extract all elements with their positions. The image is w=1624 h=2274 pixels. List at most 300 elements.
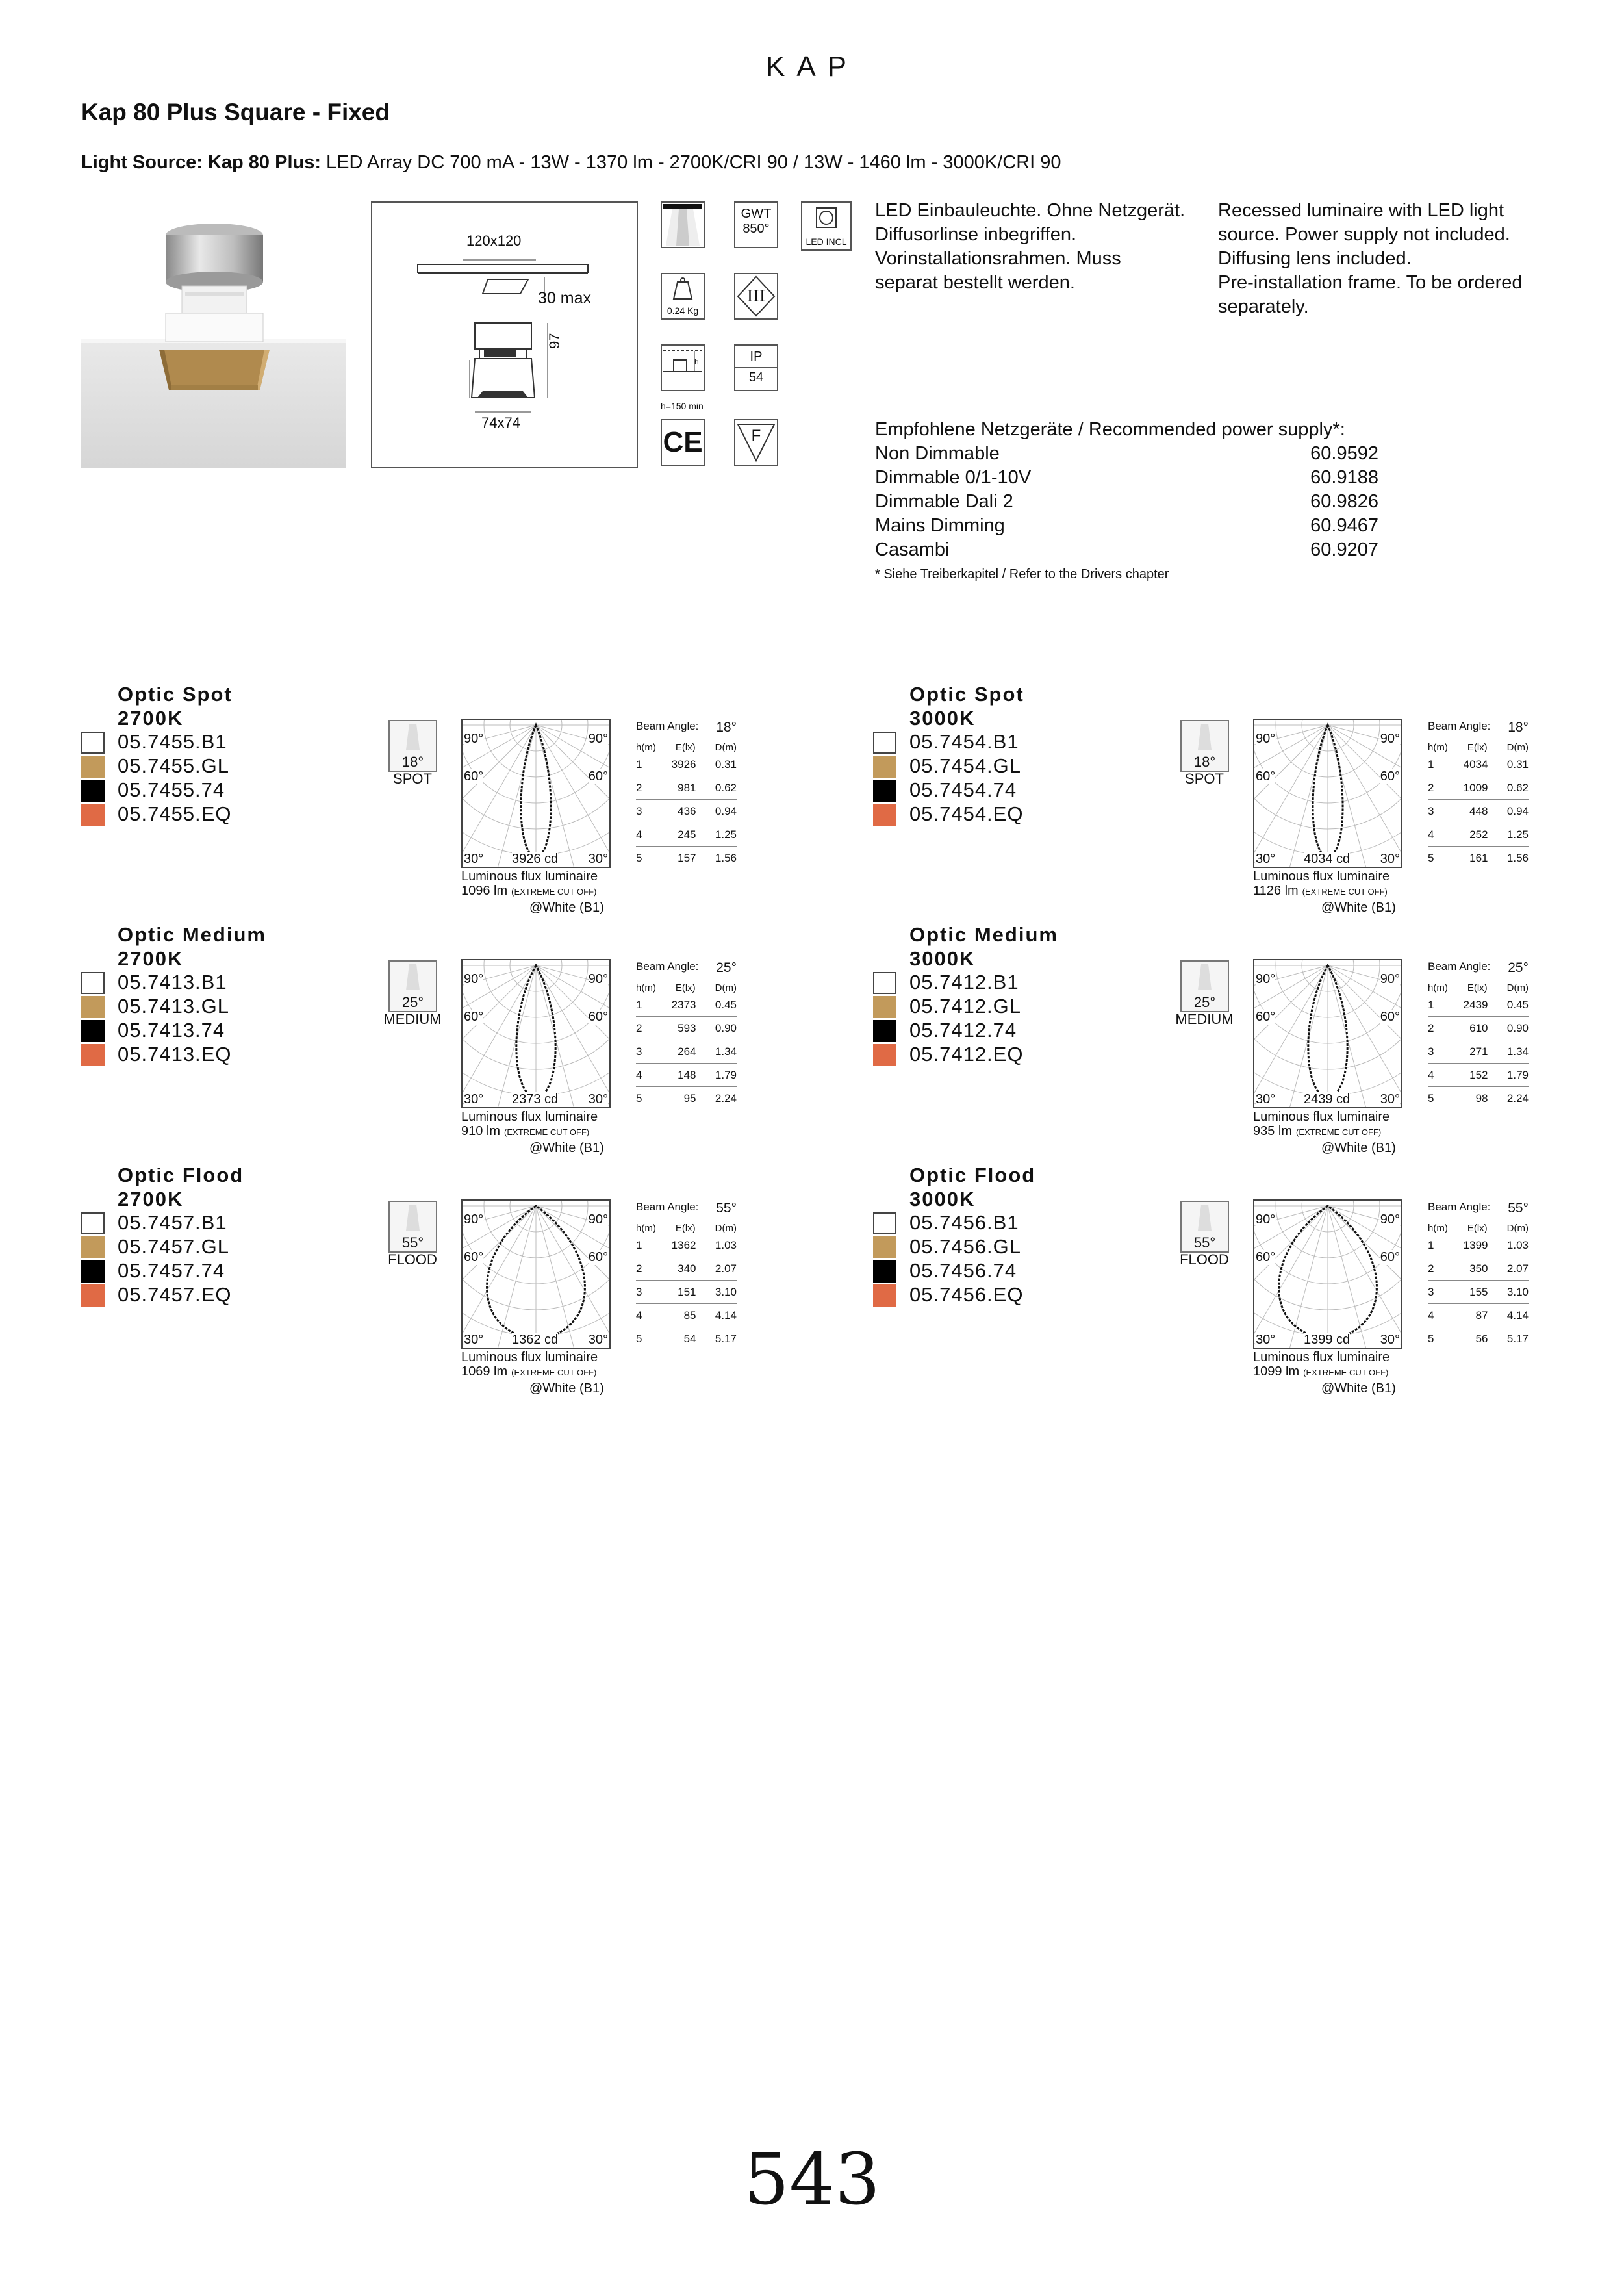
illuminance-table [1428, 720, 1529, 869]
beam-angle-value: 18° [1508, 720, 1529, 735]
finish-swatch [873, 972, 896, 994]
variant-row [873, 971, 1087, 995]
illuminance-table [1428, 960, 1529, 1110]
col-height: h(m) [1428, 982, 1448, 993]
table-row [1428, 1040, 1529, 1064]
finish-swatch [81, 1020, 105, 1042]
description-line: Diffusing lens included. [1218, 248, 1412, 269]
cell-illuminance: 56 [1475, 1333, 1488, 1345]
table-row [636, 1327, 737, 1350]
peak-intensity: 3926 cd [512, 852, 559, 866]
page-number: 543 [744, 2138, 880, 2221]
variant-row [873, 1259, 1087, 1283]
polar-angle-label: 90° [464, 972, 484, 986]
cell-height: 5 [636, 852, 642, 864]
table-row [1428, 1257, 1529, 1281]
variant-row [81, 1259, 296, 1283]
peak-intensity: 1399 cd [1304, 1333, 1351, 1347]
description-line: LED Einbauleuchte. Ohne Netzgerät. [875, 200, 1186, 221]
luminous-flux-block [461, 1110, 598, 1140]
section-title [118, 1163, 244, 1211]
peak-intensity: 2373 cd [512, 1092, 559, 1106]
luminous-flux-value: 935 lm [1253, 1124, 1293, 1138]
finish-swatch [81, 996, 105, 1018]
peak-intensity: 1362 cd [512, 1333, 559, 1347]
section-title-optic: Optic Medium [118, 923, 266, 946]
col-diameter: D(m) [715, 982, 737, 993]
table-row [636, 1304, 737, 1327]
f-mark-label: F [751, 427, 761, 444]
article-code: 05.7455.74 [118, 778, 225, 801]
cell-illuminance: 4034 [1463, 758, 1488, 771]
cell-diameter: 2.07 [715, 1262, 737, 1275]
cut-off-label: (EXTREME CUT OFF) [1296, 1127, 1382, 1137]
cell-illuminance: 252 [1469, 828, 1488, 841]
polar-angle-label: 30° [1256, 1092, 1276, 1106]
f-mark-icon [734, 419, 778, 466]
beam-angle-degree: 25° [1193, 994, 1216, 1010]
cell-illuminance: 271 [1469, 1045, 1488, 1058]
polar-angle-label: 60° [588, 1250, 608, 1264]
illuminance-table [636, 1201, 737, 1350]
description-line: separately. [1218, 296, 1309, 317]
optic-section [81, 923, 815, 1163]
cell-height: 3 [1428, 805, 1434, 817]
finish-swatch [873, 1284, 896, 1307]
cell-height: 1 [1428, 1239, 1434, 1251]
optic-section [873, 682, 1607, 923]
finish-swatch [81, 1236, 105, 1258]
luminous-flux-value: 1069 lm [461, 1364, 508, 1379]
cut-off-label: (EXTREME CUT OFF) [1302, 887, 1388, 897]
cell-illuminance: 87 [1475, 1309, 1488, 1322]
cell-height: 4 [1428, 1309, 1434, 1322]
cell-illuminance: 157 [678, 852, 696, 864]
description-line: Pre-installation frame. To be ordered [1218, 272, 1523, 293]
driver-code: 60.9592 [1310, 443, 1378, 464]
illuminance-table [636, 720, 737, 869]
cell-diameter: 0.45 [715, 999, 737, 1011]
white-finish-note: @White (B1) [1321, 1141, 1396, 1155]
cell-height: 4 [636, 828, 642, 841]
cell-diameter: 4.14 [1506, 1309, 1529, 1322]
polar-angle-label: 90° [1256, 732, 1276, 746]
article-code: 05.7456.GL [909, 1235, 1022, 1258]
cell-illuminance: 54 [683, 1333, 696, 1345]
gwt-icon [734, 201, 778, 248]
finish-swatch [81, 756, 105, 778]
cell-diameter: 3.10 [715, 1286, 737, 1298]
table-row [1428, 1281, 1529, 1304]
cell-illuminance: 610 [1469, 1022, 1488, 1034]
article-code: 05.7412.EQ [909, 1043, 1024, 1066]
ce-mark-icon: CE [661, 419, 705, 466]
table-row [636, 993, 737, 1017]
table-row [1428, 847, 1529, 869]
col-diameter: D(m) [715, 742, 737, 753]
table-row [1428, 1017, 1529, 1040]
table-column-headers [1428, 742, 1529, 753]
dim-height: 97 [546, 333, 563, 349]
luminous-flux-label: Luminous flux luminaire [1253, 1110, 1390, 1124]
peak-intensity: 4034 cd [1304, 852, 1351, 866]
luminous-flux-line [1253, 1364, 1389, 1380]
col-height: h(m) [636, 742, 656, 753]
cell-diameter: 1.03 [1506, 1239, 1529, 1251]
cell-height: 5 [636, 1333, 642, 1345]
variant-row [873, 1283, 1087, 1307]
section-title [909, 923, 1058, 971]
section-title-cct: 2700K [118, 1188, 184, 1210]
cell-illuminance: 2373 [671, 999, 696, 1011]
table-row [1428, 1304, 1529, 1327]
polar-diagram [461, 1199, 611, 1349]
cell-illuminance: 151 [678, 1286, 696, 1298]
cell-diameter: 2.07 [1506, 1262, 1529, 1275]
polar-grid [1254, 720, 1401, 867]
finish-swatch [81, 972, 105, 994]
cell-diameter: 2.24 [715, 1092, 737, 1105]
cell-height: 2 [636, 1022, 642, 1034]
article-code: 05.7454.EQ [909, 802, 1024, 825]
cell-diameter: 0.94 [715, 805, 737, 817]
polar-angle-label: 60° [1256, 1250, 1276, 1264]
table-column-headers [636, 1223, 737, 1234]
dimension-drawing [371, 201, 638, 468]
ip-label: IP [735, 350, 777, 368]
beam-angle-degree: 55° [401, 1234, 424, 1251]
variant-row [873, 802, 1087, 826]
cell-height: 4 [636, 1309, 642, 1322]
finish-swatch [873, 1020, 896, 1042]
table-row [636, 1040, 737, 1064]
polar-angle-label: 30° [464, 852, 484, 866]
cell-diameter: 1.56 [1506, 852, 1529, 864]
clearance-h: h [694, 357, 699, 366]
driver-row [875, 442, 1378, 466]
cell-diameter: 0.62 [1506, 782, 1529, 794]
driver-name: Non Dimmable [875, 443, 1000, 464]
cell-illuminance: 1009 [1463, 782, 1488, 794]
luminous-flux-line [461, 884, 598, 899]
cell-diameter: 0.45 [1506, 999, 1529, 1011]
luminous-flux-block [461, 869, 598, 899]
luminous-flux-line [461, 1124, 598, 1140]
polar-angle-label: 60° [1380, 769, 1400, 784]
article-code: 05.7412.74 [909, 1019, 1017, 1041]
white-finish-note: @White (B1) [529, 901, 604, 915]
polar-angle-label: 30° [588, 852, 608, 866]
driver-code: 60.9207 [1310, 539, 1378, 560]
finish-swatch [873, 732, 896, 754]
cell-height: 2 [1428, 782, 1434, 794]
article-code: 05.7456.EQ [909, 1283, 1024, 1306]
variant-row [873, 1043, 1087, 1067]
beam-angle-label: Beam Angle: [636, 1201, 699, 1213]
finish-swatch [873, 756, 896, 778]
cell-illuminance: 85 [683, 1309, 696, 1322]
luminous-flux-line [1253, 884, 1389, 899]
polar-diagram [1253, 959, 1402, 1108]
illuminance-table [1428, 1201, 1529, 1350]
section-title-cct: 3000K [909, 707, 976, 730]
beam-angle-header [636, 1201, 737, 1216]
luminous-flux-value: 1126 lm [1253, 884, 1299, 898]
cell-illuminance: 1362 [671, 1239, 696, 1251]
polar-angle-label: 60° [1256, 1010, 1276, 1024]
optic-section [81, 1163, 815, 1403]
section-title-cct: 2700K [118, 947, 184, 970]
polar-grid [463, 960, 609, 1107]
cell-illuminance: 95 [683, 1092, 696, 1105]
beam-angle-label: Beam Angle: [1428, 960, 1491, 973]
article-code: 05.7413.B1 [118, 971, 227, 993]
optic-section [81, 682, 815, 923]
cell-diameter: 1.25 [715, 828, 737, 841]
beam-type-label: SPOT [1185, 771, 1224, 787]
polar-angle-label: 60° [464, 769, 484, 784]
cell-height: 3 [1428, 1045, 1434, 1058]
cell-height: 1 [1428, 758, 1434, 771]
table-column-headers [1428, 1223, 1529, 1234]
cell-illuminance: 1399 [1463, 1239, 1488, 1251]
polar-angle-label: 60° [464, 1250, 484, 1264]
variant-row [873, 1211, 1087, 1235]
beam-type-label: MEDIUM [383, 1011, 442, 1027]
polar-diagram [1253, 1199, 1402, 1349]
ip-value: 54 [748, 370, 764, 385]
cell-illuminance: 436 [678, 805, 696, 817]
cell-height: 2 [1428, 1262, 1434, 1275]
polar-angle-label: 90° [1380, 732, 1400, 746]
drivers-heading: Empfohlene Netzgeräte / Recommended power supply*: [875, 419, 1345, 440]
polar-angle-label: 90° [1256, 972, 1276, 986]
light-source-text: LED Array DC 700 mA - 13W - 1370 lm - 2700K/CRI 90 / 13W - 1460 lm - 3000K/CRI 90 [321, 152, 1061, 173]
variant-row [81, 778, 296, 802]
table-row [1428, 1087, 1529, 1110]
polar-angle-label: 60° [1380, 1250, 1400, 1264]
optic-section [873, 1163, 1607, 1403]
beam-type-label: SPOT [393, 771, 432, 787]
col-height: h(m) [1428, 742, 1448, 753]
luminous-flux-label: Luminous flux luminaire [461, 1350, 598, 1364]
article-code: 05.7457.B1 [118, 1211, 227, 1234]
article-code: 05.7456.74 [909, 1259, 1017, 1282]
driver-name: Casambi [875, 539, 950, 560]
cell-height: 5 [1428, 1092, 1434, 1105]
beam-angle-label: Beam Angle: [1428, 720, 1491, 732]
polar-diagram [461, 959, 611, 1108]
beam-angle-degree: 18° [1193, 754, 1216, 770]
cell-illuminance: 264 [678, 1045, 696, 1058]
variant-row [81, 1211, 296, 1235]
finish-swatch [873, 780, 896, 802]
cell-height: 3 [1428, 1286, 1434, 1298]
polar-grid [463, 720, 609, 867]
polar-angle-label: 90° [588, 972, 608, 986]
finish-swatch [81, 732, 105, 754]
polar-angle-label: 90° [464, 732, 484, 746]
weight-value: 0.24 Kg [666, 305, 699, 316]
polar-angle-label: 90° [1256, 1212, 1276, 1227]
polar-diagram [1253, 719, 1402, 868]
section-title [118, 682, 233, 730]
table-column-headers [636, 742, 737, 753]
cut-off-label: (EXTREME CUT OFF) [504, 1127, 590, 1137]
table-row [1428, 1327, 1529, 1350]
cut-off-label: (EXTREME CUT OFF) [1303, 1368, 1389, 1377]
variant-row [81, 1235, 296, 1259]
table-row [1428, 1064, 1529, 1087]
variant-row [81, 1043, 296, 1067]
article-code: 05.7457.74 [118, 1259, 225, 1282]
finish-swatch [81, 804, 105, 826]
article-code: 05.7413.74 [118, 1019, 225, 1041]
cell-diameter: 2.24 [1506, 1092, 1529, 1105]
cell-illuminance: 340 [678, 1262, 696, 1275]
drivers-list [875, 418, 1378, 562]
table-row [1428, 753, 1529, 776]
led-included-label: LED INCL [806, 236, 847, 247]
cell-diameter: 1.03 [715, 1239, 737, 1251]
finish-swatch [873, 1044, 896, 1066]
article-code: 05.7456.B1 [909, 1211, 1019, 1234]
polar-angle-label: 60° [588, 1010, 608, 1024]
cell-diameter: 0.94 [1506, 805, 1529, 817]
col-illuminance: E(lx) [1467, 982, 1488, 993]
col-diameter: D(m) [1506, 1223, 1529, 1234]
white-finish-note: @White (B1) [529, 1141, 604, 1155]
cell-diameter: 1.79 [1506, 1069, 1529, 1081]
variant-row [873, 1019, 1087, 1043]
description-line: Recessed luminaire with LED light [1218, 200, 1504, 221]
table-row [636, 1064, 737, 1087]
table-column-headers [1428, 982, 1529, 993]
section-title-cct: 3000K [909, 1188, 976, 1210]
finish-swatch [81, 780, 105, 802]
beam-angle-header [636, 720, 737, 735]
table-row [636, 1234, 737, 1257]
col-height: h(m) [636, 1223, 656, 1234]
finish-swatch [873, 1212, 896, 1234]
section-title-optic: Optic Flood [118, 1164, 244, 1186]
beam-angle-value: 25° [716, 960, 737, 975]
cell-illuminance: 245 [678, 828, 696, 841]
beam-type-label: FLOOD [388, 1251, 437, 1268]
finish-swatch [873, 804, 896, 826]
cell-diameter: 0.31 [1506, 758, 1529, 771]
article-code: 05.7413.EQ [118, 1043, 232, 1066]
table-row [1428, 823, 1529, 847]
drivers-note: * Siehe Treiberkapitel / Refer to the Drivers chapter [875, 567, 1169, 581]
beam-angle-label: Beam Angle: [1428, 1201, 1491, 1213]
luminous-flux-block [1253, 869, 1389, 899]
variant-row [81, 1019, 296, 1043]
table-row [636, 1087, 737, 1110]
beam-angle-degree: 18° [401, 754, 424, 770]
cell-diameter: 5.17 [715, 1333, 737, 1345]
luminous-flux-label: Luminous flux luminaire [461, 869, 598, 884]
variant-row [81, 971, 296, 995]
section-title [118, 923, 266, 971]
section-title-optic: Optic Spot [118, 683, 233, 706]
cell-diameter: 1.79 [715, 1069, 737, 1081]
dim-body: 74x74 [481, 415, 520, 431]
white-finish-note: @White (B1) [1321, 1381, 1396, 1396]
col-height: h(m) [1428, 1223, 1448, 1234]
table-column-headers [636, 982, 737, 993]
article-code: 05.7455.GL [118, 754, 230, 777]
col-illuminance: E(lx) [675, 742, 696, 753]
polar-angle-label: 30° [1380, 1333, 1400, 1347]
section-title-optic: Optic Flood [909, 1164, 1036, 1186]
driver-row [875, 538, 1378, 562]
polar-angle-label: 30° [1256, 852, 1276, 866]
cell-height: 5 [1428, 1333, 1434, 1345]
section-title-optic: Optic Medium [909, 923, 1058, 946]
variant-row [873, 1235, 1087, 1259]
description-english [1218, 199, 1582, 319]
dim-frame: 120x120 [466, 233, 522, 249]
cell-diameter: 0.62 [715, 782, 737, 794]
table-row [636, 847, 737, 869]
article-code: 05.7412.GL [909, 995, 1022, 1017]
cell-height: 4 [636, 1069, 642, 1081]
light-source-line [81, 152, 1061, 173]
luminous-flux-value: 1099 lm [1253, 1364, 1300, 1379]
beam-angle-header [1428, 1201, 1529, 1216]
luminous-flux-label: Luminous flux luminaire [1253, 1350, 1390, 1364]
finish-swatch [81, 1044, 105, 1066]
table-row [1428, 1234, 1529, 1257]
col-height: h(m) [636, 982, 656, 993]
table-row [636, 823, 737, 847]
cell-illuminance: 148 [678, 1069, 696, 1081]
table-row [636, 776, 737, 800]
led-included-icon [801, 201, 852, 251]
driver-row [875, 514, 1378, 538]
weight-icon [661, 273, 705, 320]
finish-swatch [873, 996, 896, 1018]
dim-depth-max: 30 max [538, 289, 591, 307]
section-title-cct: 3000K [909, 947, 976, 970]
gwt-label: GWT [741, 207, 772, 221]
gwt-temp: 850° [742, 222, 770, 236]
cell-diameter: 0.90 [1506, 1022, 1529, 1034]
article-code: 05.7455.B1 [118, 730, 227, 753]
finish-swatch [873, 1236, 896, 1258]
luminous-flux-value: 1096 lm [461, 884, 508, 898]
cell-height: 1 [636, 1239, 642, 1251]
luminous-flux-line [461, 1364, 598, 1380]
luminous-flux-label: Luminous flux luminaire [1253, 869, 1390, 884]
beam-angle-degree: 25° [401, 994, 424, 1010]
cell-illuminance: 161 [1469, 852, 1488, 864]
variant-row [873, 778, 1087, 802]
polar-angle-label: 60° [1380, 1010, 1400, 1024]
col-illuminance: E(lx) [1467, 742, 1488, 753]
cell-diameter: 3.10 [1506, 1286, 1529, 1298]
cell-illuminance: 2439 [1463, 999, 1488, 1011]
polar-grid [1254, 1201, 1401, 1348]
luminous-flux-block [1253, 1110, 1389, 1140]
article-code: 05.7457.GL [118, 1235, 230, 1258]
table-row [636, 1017, 737, 1040]
optic-section [873, 923, 1607, 1163]
variant-row [873, 995, 1087, 1019]
col-diameter: D(m) [1506, 742, 1529, 753]
description-line: Diffusorlinse inbegriffen. [875, 224, 1077, 245]
